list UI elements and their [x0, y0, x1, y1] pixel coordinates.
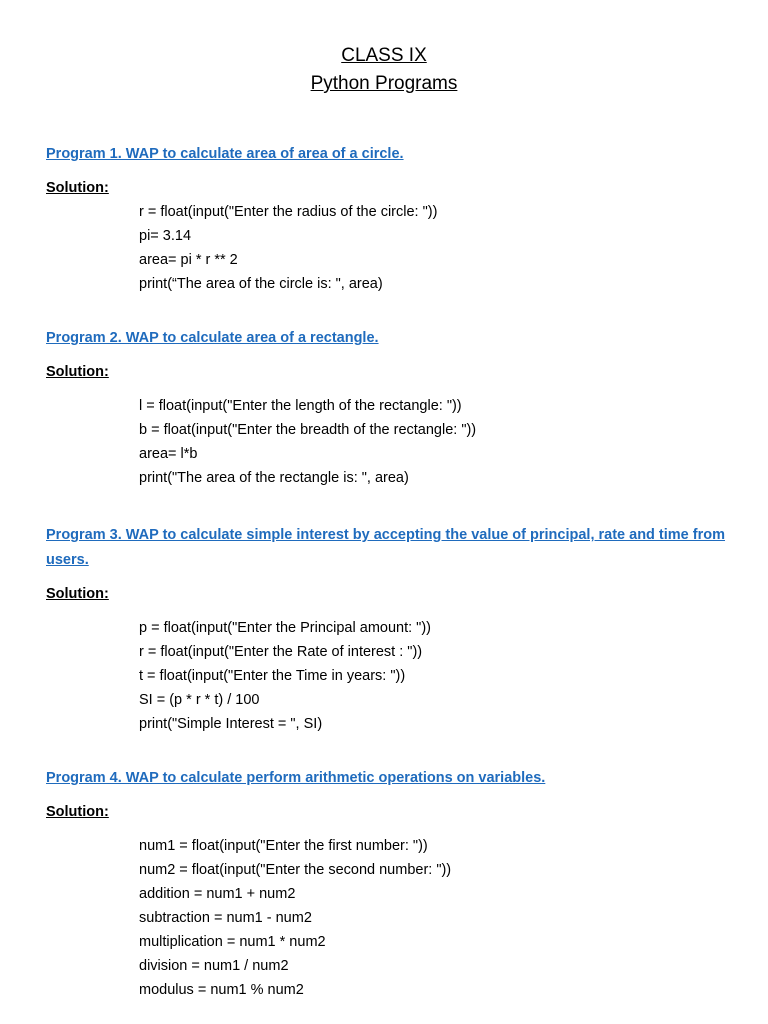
code-line: num1 = float(input("Enter the first number: ")): [139, 838, 428, 854]
code-line: SI = (p * r * t) / 100: [139, 692, 260, 708]
code-line: multiplication = num1 * num2: [139, 934, 326, 950]
code-line: p = float(input("Enter the Principal amount: ")): [139, 620, 431, 636]
document-subtitle: Python Programs: [310, 73, 458, 94]
program-3-heading: Program 3. WAP to calculate simple interest by accepting the value of principal, rate and time from users.: [46, 527, 726, 568]
code-line: l = float(input("Enter the length of the rectangle: ")): [139, 398, 462, 414]
code-line: print("Simple Interest = ", SI): [139, 716, 323, 732]
code-line: addition = num1 + num2: [139, 886, 296, 902]
code-line: print(“The area of the circle is: ", area): [139, 276, 383, 292]
program-2-code: [139, 394, 476, 490]
program-4-solution-label: Solution:: [46, 804, 109, 820]
program-1-heading: Program 1. WAP to calculate area of area of a circle.: [46, 146, 404, 162]
program-2-solution-label: Solution:: [46, 364, 109, 380]
document-title: CLASS IX: [341, 45, 427, 66]
program-3-code: [139, 616, 431, 736]
program-4-heading: Program 4. WAP to calculate perform arithmetic operations on variables.: [46, 770, 546, 786]
code-line: pi= 3.14: [139, 228, 192, 244]
code-line: num2 = float(input("Enter the second number: ")): [139, 862, 452, 878]
code-line: r = float(input("Enter the radius of the circle: ")): [139, 204, 438, 220]
code-line: modulus = num1 % num2: [139, 982, 304, 998]
code-line: area= pi * r ** 2: [139, 252, 238, 268]
code-line: t = float(input("Enter the Time in years: ")): [139, 668, 406, 684]
code-line: print("The area of the rectangle is: ", area): [139, 470, 409, 486]
code-line: r = float(input("Enter the Rate of interest : ")): [139, 644, 423, 660]
code-line: subtraction = num1 - num2: [139, 910, 312, 926]
code-line: division = num1 / num2: [139, 958, 289, 974]
program-1-code: [139, 200, 437, 296]
program-2-heading: Program 2. WAP to calculate area of a rectangle.: [46, 330, 379, 346]
program-3-solution-label: Solution:: [46, 586, 109, 602]
program-1-solution-label: Solution:: [46, 180, 109, 196]
code-line: b = float(input("Enter the breadth of the rectangle: ")): [139, 422, 477, 438]
code-line: area= l*b: [139, 446, 198, 462]
program-4-code: [139, 834, 451, 1002]
